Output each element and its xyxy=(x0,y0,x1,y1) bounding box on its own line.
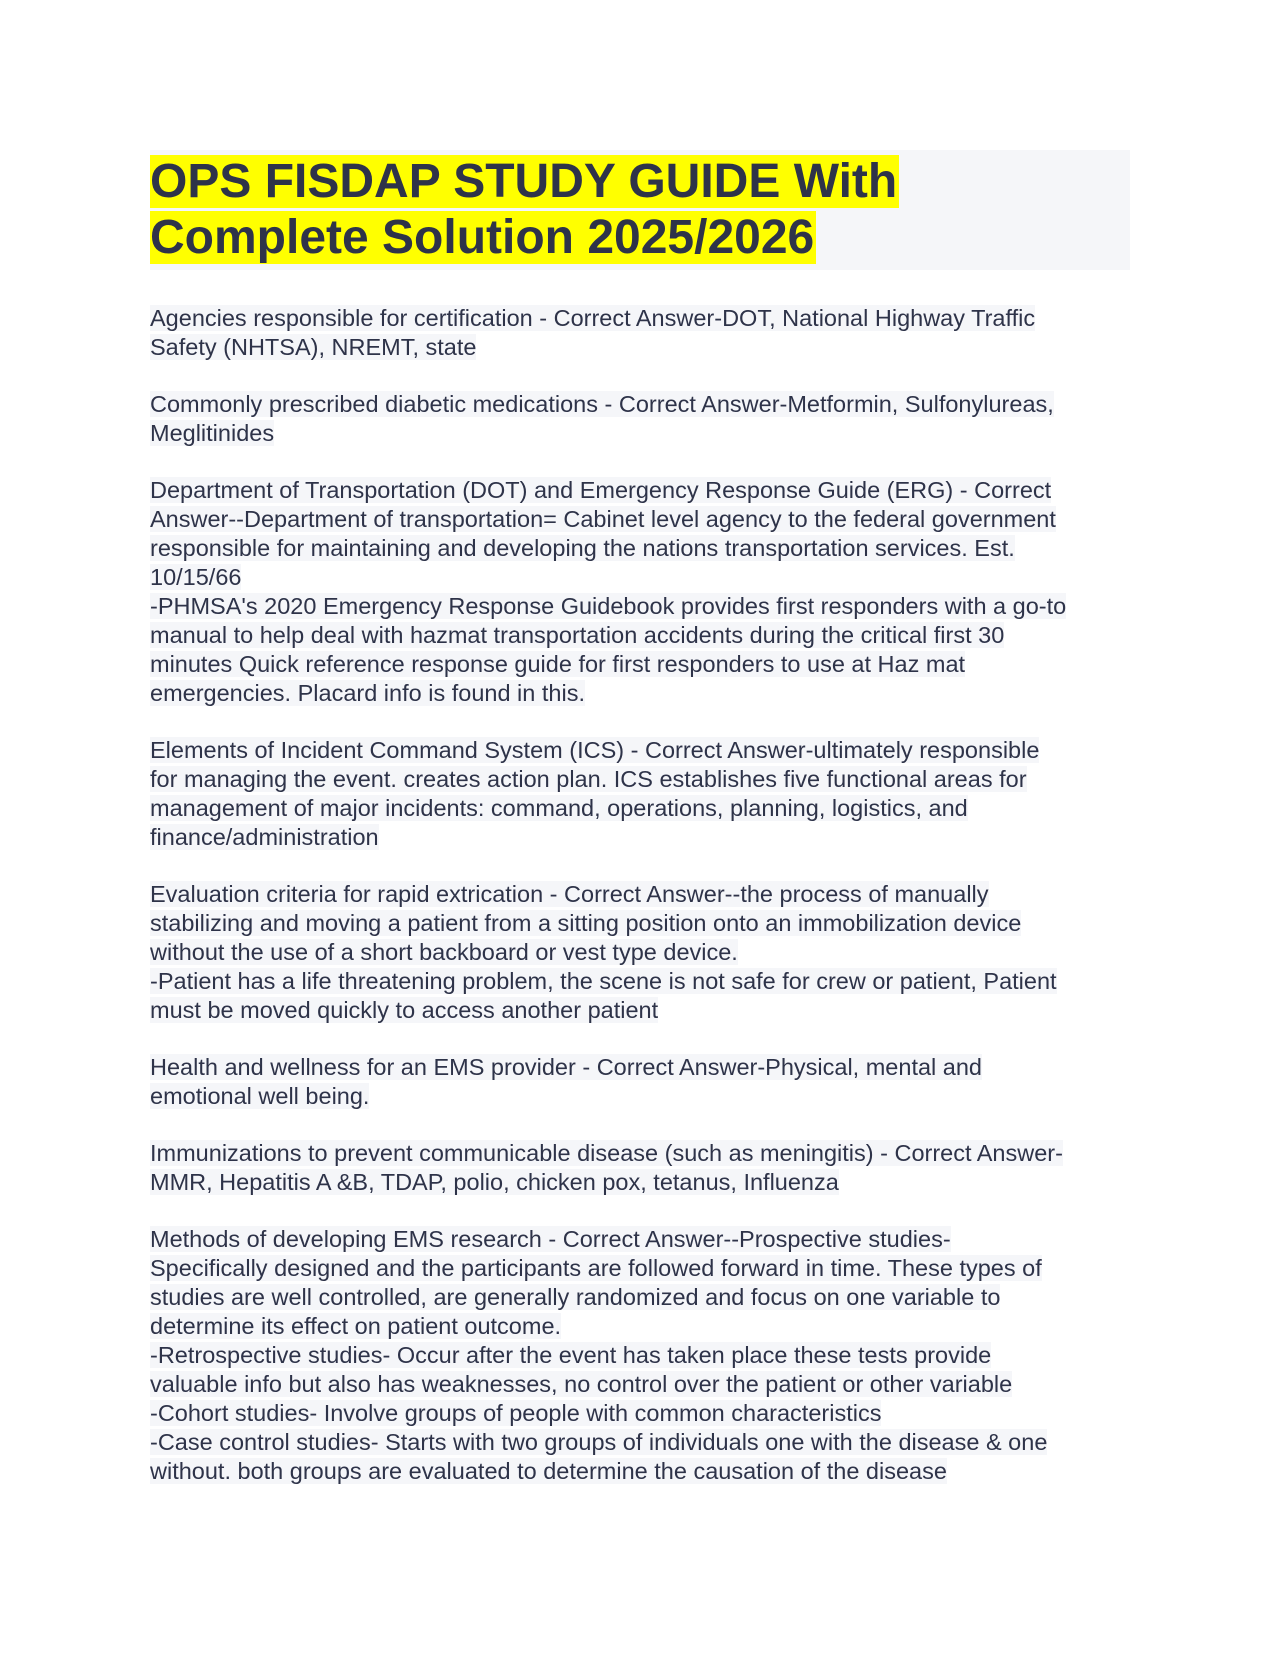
text-line xyxy=(150,1254,1130,1283)
qa-entry xyxy=(150,1225,1130,1486)
text-line-content: valuable info but also has weaknesses, no control over the patient or other variable xyxy=(150,1371,1013,1397)
text-line xyxy=(150,1428,1130,1457)
text-line xyxy=(150,534,1130,563)
text-line xyxy=(150,476,1130,505)
text-line-content: -Case control studies- Starts with two groups of individuals one with the disease & one xyxy=(150,1429,1048,1455)
text-line xyxy=(150,621,1130,650)
qa-entry xyxy=(150,304,1130,362)
text-line-content: minutes Quick reference response guide for first responders to use at Haz mat xyxy=(150,651,966,677)
text-line xyxy=(150,333,1130,362)
text-line-content: Department of Transportation (DOT) and Emergency Response Guide (ERG) - Correct xyxy=(150,477,1052,503)
text-line-content: Agencies responsible for certification - Correct Answer-DOT, National Highway Traffic xyxy=(150,305,1036,331)
text-line xyxy=(150,650,1130,679)
document-page xyxy=(150,150,1130,1514)
text-line xyxy=(150,563,1130,592)
text-line xyxy=(150,996,1130,1025)
text-line-content: without the use of a short backboard or vest type device. xyxy=(150,939,738,965)
text-line xyxy=(150,1225,1130,1254)
text-line-content: Safety (NHTSA), NREMT, state xyxy=(150,334,477,360)
text-line xyxy=(150,419,1130,448)
text-line-content: -Retrospective studies- Occur after the event has taken place these tests provide xyxy=(150,1342,992,1368)
text-line-content: responsible for maintaining and developing the nations transportation services. Est. xyxy=(150,535,1015,561)
text-line-content: -PHMSA's 2020 Emergency Response Guidebook provides first responders with a go-to xyxy=(150,593,1067,619)
qa-entries xyxy=(150,304,1130,1486)
text-line xyxy=(150,909,1130,938)
text-line-content: for managing the event. creates action plan. ICS establishes five functional areas for xyxy=(150,766,1027,792)
text-line xyxy=(150,390,1130,419)
text-line xyxy=(150,1312,1130,1341)
text-line xyxy=(150,679,1130,708)
text-line xyxy=(150,1053,1130,1082)
text-line-content: -Patient has a life threatening problem, the scene is not safe for crew or patient, Patient xyxy=(150,968,1057,994)
document-title xyxy=(150,154,1130,266)
text-line-content: Commonly prescribed diabetic medications - Correct Answer-Metformin, Sulfonylureas, xyxy=(150,391,1054,417)
qa-entry xyxy=(150,476,1130,708)
text-line-content: must be moved quickly to access another patient xyxy=(150,997,659,1023)
text-line xyxy=(150,1082,1130,1111)
text-line-content: Elements of Incident Command System (ICS) - Correct Answer-ultimately responsible xyxy=(150,737,1040,763)
qa-entry xyxy=(150,736,1130,852)
text-line xyxy=(150,1457,1130,1486)
text-line xyxy=(150,304,1130,333)
text-line-content: Answer--Department of transportation= Cabinet level agency to the federal government xyxy=(150,506,1056,532)
title-line: Complete Solution 2025/2026 xyxy=(150,211,815,264)
text-line-content: stabilizing and moving a patient from a sitting position onto an immobilization device xyxy=(150,910,1022,936)
text-line xyxy=(150,765,1130,794)
text-line xyxy=(150,1139,1130,1168)
text-line xyxy=(150,592,1130,621)
text-line-content: Health and wellness for an EMS provider - Correct Answer-Physical, mental and xyxy=(150,1054,983,1080)
text-line xyxy=(150,1341,1130,1370)
qa-entry xyxy=(150,1053,1130,1111)
text-line xyxy=(150,938,1130,967)
text-line-content: studies are well controlled, are generally randomized and focus on one variable to xyxy=(150,1284,1001,1310)
text-line-content: Evaluation criteria for rapid extrication - Correct Answer--the process of manually xyxy=(150,881,989,907)
text-line xyxy=(150,736,1130,765)
text-line-content: finance/administration xyxy=(150,824,379,850)
text-line-content: Methods of developing EMS research - Correct Answer--Prospective studies- xyxy=(150,1226,951,1252)
text-line xyxy=(150,1168,1130,1197)
text-line xyxy=(150,1283,1130,1312)
text-line-content: Specifically designed and the participants are followed forward in time. These types of xyxy=(150,1255,1042,1281)
qa-entry xyxy=(150,1139,1130,1197)
qa-entry xyxy=(150,390,1130,448)
text-line-content: MMR, Hepatitis A &B, TDAP, polio, chicken pox, tetanus, Influenza xyxy=(150,1169,839,1195)
text-line xyxy=(150,1370,1130,1399)
text-line-content: Meglitinides xyxy=(150,420,275,446)
text-line-content: emergencies. Placard info is found in this. xyxy=(150,680,585,706)
qa-entry xyxy=(150,880,1130,1025)
text-line-content: emotional well being. xyxy=(150,1083,370,1109)
text-line xyxy=(150,880,1130,909)
title-line: OPS FISDAP STUDY GUIDE With xyxy=(150,155,898,208)
text-line-content: determine its effect on patient outcome. xyxy=(150,1313,562,1339)
text-line-content: management of major incidents: command, operations, planning, logistics, and xyxy=(150,795,968,821)
title-block xyxy=(150,150,1130,270)
text-line-content: manual to help deal with hazmat transportation accidents during the critical first 30 xyxy=(150,622,1005,648)
text-line xyxy=(150,967,1130,996)
text-line-content: -Cohort studies- Involve groups of people with common characteristics xyxy=(150,1400,882,1426)
text-line xyxy=(150,823,1130,852)
text-line-content: without. both groups are evaluated to determine the causation of the disease xyxy=(150,1458,947,1484)
text-line-content: Immunizations to prevent communicable disease (such as meningitis) - Correct Answer- xyxy=(150,1140,1063,1166)
text-line xyxy=(150,1399,1130,1428)
text-line xyxy=(150,505,1130,534)
text-line-content: 10/15/66 xyxy=(150,564,242,590)
text-line xyxy=(150,794,1130,823)
